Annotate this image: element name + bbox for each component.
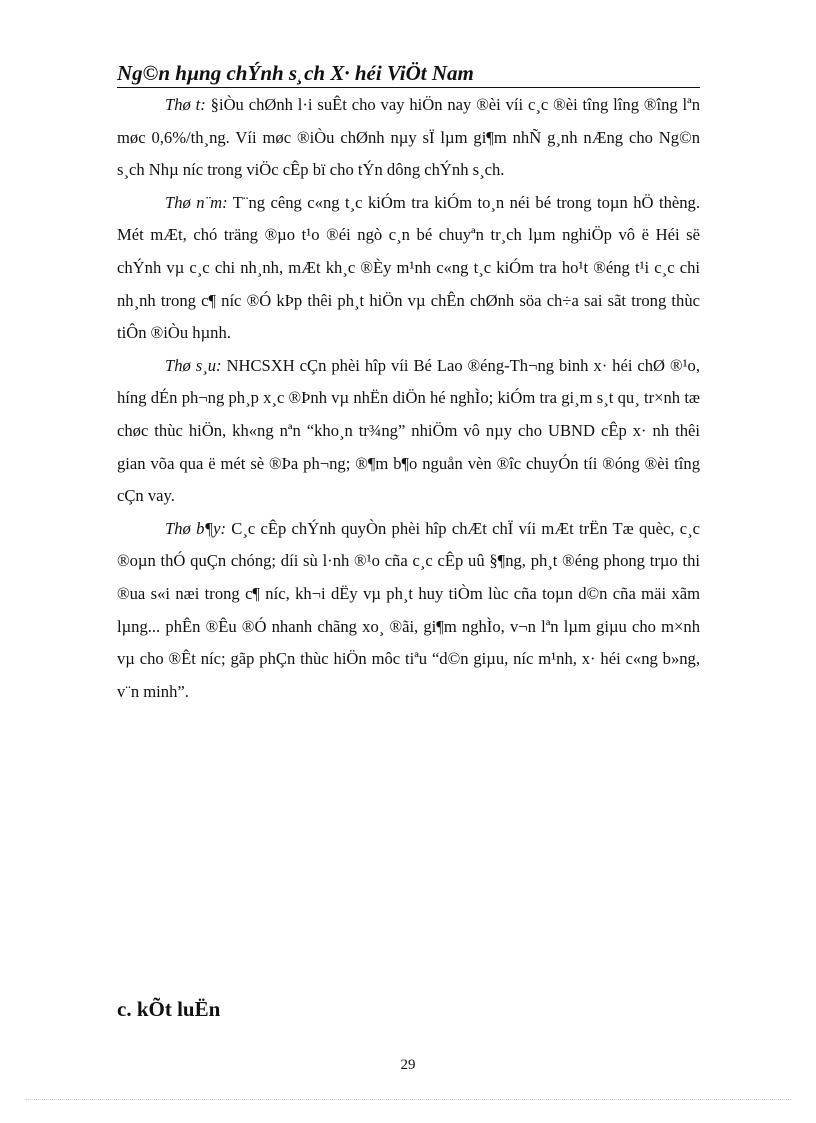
paragraph-text: T¨ng cêng c«ng t¸c kiÓm tra kiÓm to¸n néi bé trong toµn hÖ thèng. Mét mÆt, chó träng ®µo t¹o ®éi ngò c¸n bé chuyªn tr¸ch lµm nghiÖp vô ë Héi së chÝnh vµ c¸c chi nh¸nh, mÆt kh¸c ®Èy m¹nh c«ng t¸c kiÓm tra ho¹t ®éng t¹i c¸c chi nh¸nh trong c¶ níc ®Ó kÞp thêi ph¸t hiÖn vµ chÊn chØnh söa ch÷a sai sãt trong thùc tiÔn ®iÒu hµnh. [117,192,700,343]
paragraph-thu-sau [117,350,700,513]
page-bottom-dotted-rule [25,1099,791,1100]
paragraph-lead: Thø s¸u: [165,355,222,375]
paragraph-text: §iÒu chØnh l·i suÊt cho vay hiÖn nay ®èi víi c¸c ®èi tîng lîng ®îng lªn møc 0,6%/th¸ng. Víi møc ®iÒu chØnh nµy sÏ lµm gi¶m nhÑ g¸nh nÆng cho Ng©n s¸ch Nhµ níc trong viÖc cÊp bï cho tÝn dông chÝnh s¸ch. [117,95,700,180]
paragraph-text: NHCSXH cÇn phèi hîp víi Bé Lao ®éng-Th¬ng binh x· héi chØ ®¹o, híng dÉn ph¬ng ph¸p x¸c ®Þnh vµ nhËn diÖn hé nghÌo; kiÓm tra gi¸m s¸t qu¸ tr×nh tæ chøc thùc hiÖn, kh«ng nªn “kho¸n tr¾ng” nhiÖm vô nµy cho UBND cÊp x· nh thêi gian võa qua ë mét sè ®Þa ph¬ng; ®¶m b¶o nguån vèn ®îc chuyÓn tíi ®óng ®èi tîng cÇn vay. [117,355,700,506]
section-heading: c. kÕt luËn [117,997,221,1021]
paragraph-lead: Thø b¶y: [165,518,226,538]
paragraph-thu-bay [117,513,700,709]
paragraph-thu-tu [117,89,700,187]
running-header: Ng©n hµng chÝnh s¸ch X· héi ViÖt Nam [117,61,474,85]
paragraph-lead: Thø n¨m: [165,192,228,212]
paragraph-lead: Thø t: [165,95,206,114]
paragraph-text: C¸c cÊp chÝnh quyÒn phèi hîp chÆt chÏ víi mÆt trËn Tæ quèc, c¸c ®oµn thÓ quÇn chóng; díi sù l·nh ®¹o cña c¸c cÊp uû §¶ng, ph¸t ®éng phong trµo thi ®ua s«i næi trong c¶ níc, kh¬i dËy vµ ph¸t huy tiÒm lùc cña toµn d©n cña mäi xãm lµng... phÊn ®Êu ®Ó nhanh chãng xo¸ ®ãi, gi¶m nghÌo, v¬n lªn lµm giµu cho m×nh vµ cho ®Êt níc; gãp phÇn thùc hiÖn môc tiªu “d©n giµu, níc m¹nh, x· héi c«ng b»ng, v¨n minh”. [117,518,700,701]
body-text [117,89,700,708]
paragraph-thu-nam [117,187,700,350]
page-number: 29 [400,1057,416,1073]
header-rule [117,87,700,88]
